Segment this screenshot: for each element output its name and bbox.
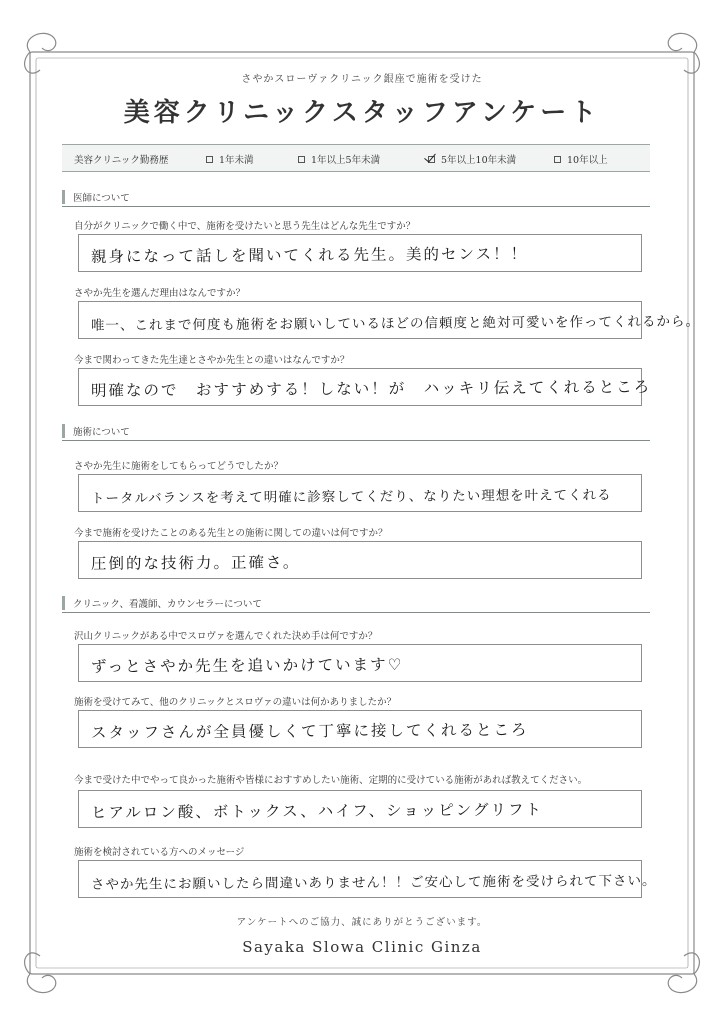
checkbox-icon[interactable] [298,156,305,163]
answer-1: 親身になって話しを聞いてくれる先生。美的センス！！ [90,244,529,266]
experience-option-5-10[interactable]: 5年以上10年未満 [428,152,516,166]
experience-row [62,144,650,172]
section-doctor: 医師について [62,190,650,207]
section-treatment: 施術について [62,424,650,441]
question-4: さやか先生に施術をしてもらってどうでしたか？ [74,461,284,472]
answer-8: ヒアルロン酸、ボトックス、ハイフ、ショッピングリフト [90,800,543,822]
answer-box-8[interactable] [78,790,642,828]
answer-7: スタッフさんが全員優しくて丁寧に接してくれるところ [90,720,529,742]
checkbox-icon[interactable] [206,156,213,163]
experience-option-1-5[interactable]: 1年以上5年未満 [298,152,380,166]
answer-box-6[interactable] [78,644,642,682]
question-7: 施術を受けてみて、他のクリニックとスロヴァの違いは何かありましたか？ [74,697,397,708]
question-1: 自分がクリニックで働く中で、施術を受けたいと思う先生はどんな先生ですか？ [74,221,416,232]
answer-box-4[interactable] [78,474,642,512]
answer-4: トータルバランスを考えて明確に診察してくだり、なりたい理想を叶えてくれる [90,487,612,507]
answer-box-5[interactable] [78,541,642,579]
answer-box-3[interactable] [78,368,652,406]
answer-box-9[interactable] [78,860,657,898]
question-2: さやか先生を選んだ理由はなんですか？ [74,288,246,299]
answer-box-7[interactable] [78,710,642,748]
clinic-name: Sayaka Slowa Clinic Ginza [242,938,482,956]
checkbox-icon[interactable] [554,156,561,163]
answer-3: 明確なので おすすめする！しない！が ハッキリ伝えてくれるところ [90,377,652,400]
question-3: 今まで関わってきた先生達とさやか先生との違いはなんですか？ [74,355,350,366]
question-5: 今まで施術を受けたことのある先生との施術に関しての違いは何ですか？ [74,528,388,539]
answer-9: さやか先生にお願いしたら間違いありません！！ご安心して施術を受けられて下さい。 [90,872,657,893]
answer-2: 唯一、これまで何度も施術をお願いしているほどの信頼度と絶対可愛いを作ってくれるから。 [90,313,701,334]
experience-option-over-10[interactable]: 10年以上 [554,152,608,166]
answer-box-2[interactable] [78,301,701,339]
answer-5: 圧倒的な技術力。正確さ。 [90,553,301,573]
thanks-message: アンケートへのご協力、誠にありがとうございます。 [236,917,488,928]
question-8: 今まで受けた中でやって良かった施術や皆様におすすめしたい施術、定期的に受けている施術があれば教えてください。 [74,775,588,786]
experience-label: 美容クリニック勤務歴 [74,155,169,166]
survey-title: 美容クリニックスタッフアンケート [123,98,601,128]
section-clinic: クリニック、看護師、カウンセラーについて [62,596,650,613]
checkbox-checked-icon[interactable] [428,156,435,163]
answer-6: ずっとさやか先生を追いかけています♡ [90,655,404,676]
answer-box-1[interactable] [78,234,642,272]
question-9: 施術を検討されている方へのメッセージ [74,847,245,858]
question-6: 沢山クリニックがある中でスロヴァを選んでくれた決め手は何ですか？ [74,631,378,642]
experience-option-under-1[interactable]: 1年未満 [206,152,254,166]
survey-subtitle: さやかスローヴァクリニック銀座で施術を受けた [241,74,483,85]
